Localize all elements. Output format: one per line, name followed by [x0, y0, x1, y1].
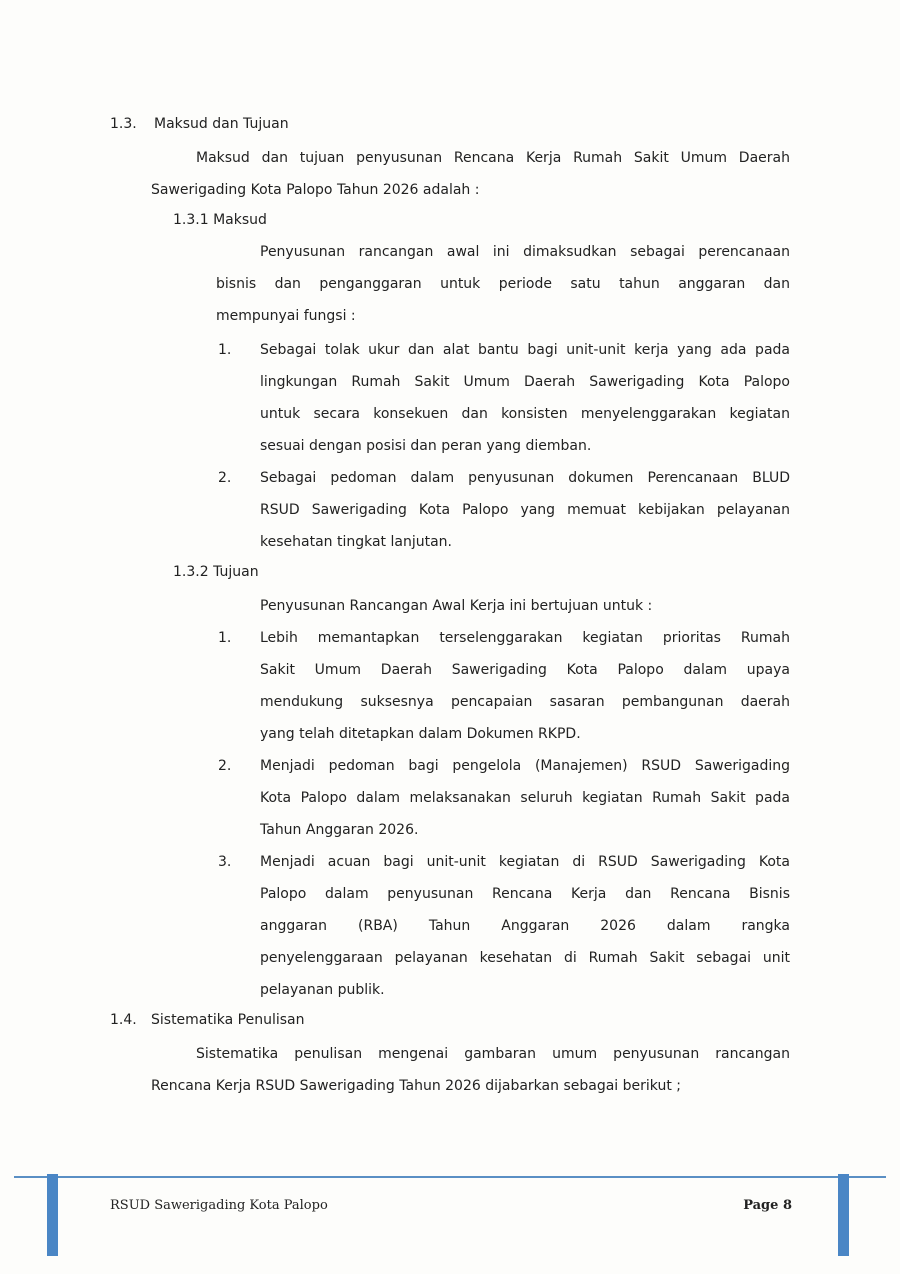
tujuan-item-line: Palopo dalam penyusunan Rencana Kerja dan Rencana Bisnis — [260, 886, 790, 902]
tujuan-item-line: Sakit Umum Daerah Sawerigading Kota Palopo dalam upaya — [260, 662, 790, 678]
maksud-item-line: kesehatan tingkat lanjutan. — [260, 534, 452, 550]
footer-right-accent-bar — [838, 1174, 849, 1256]
maksud-item-line: Sebagai tolak ukur dan alat bantu bagi unit-unit kerja yang ada pada — [260, 342, 790, 358]
tujuan-item-line: Kota Palopo dalam melaksanakan seluruh kegiatan Rumah Sakit pada — [260, 790, 790, 806]
maksud-item-number: 1. — [218, 342, 232, 358]
footer-divider — [14, 1176, 886, 1178]
tujuan-item-number: 3. — [218, 854, 232, 870]
tujuan-item-line: anggaran (RBA) Tahun Anggaran 2026 dalam rangka — [260, 918, 790, 934]
tujuan-item-line: yang telah ditetapkan dalam Dokumen RKPD. — [260, 726, 581, 742]
maksud-paragraph-line: bisnis dan penganggaran untuk periode satu tahun anggaran dan — [216, 276, 790, 292]
tujuan-item-line: penyelenggaraan pelayanan kesehatan di Rumah Sakit sebagai unit — [260, 950, 790, 966]
maksud-item-line: untuk secara konsekuen dan konsisten menyelenggarakan kegiatan — [260, 406, 790, 422]
maksud-item-number: 2. — [218, 470, 232, 486]
section-1-4-line: Rencana Kerja RSUD Sawerigading Tahun 2026 dijabarkan sebagai berikut ; — [151, 1078, 681, 1094]
footer-left-accent-bar — [47, 1174, 58, 1256]
tujuan-item-number: 2. — [218, 758, 232, 774]
tujuan-item-number: 1. — [218, 630, 232, 646]
footer-organization: RSUD Sawerigading Kota Palopo — [110, 1198, 328, 1213]
tujuan-item-line: Tahun Anggaran 2026. — [260, 822, 419, 838]
section-1-4-title: Sistematika Penulisan — [151, 1012, 305, 1028]
tujuan-item-line: Menjadi pedoman bagi pengelola (Manajemen) RSUD Sawerigading — [260, 758, 790, 774]
maksud-item-line: Sebagai pedoman dalam penyusunan dokumen Perencanaan BLUD — [260, 470, 790, 486]
maksud-item-line: lingkungan Rumah Sakit Umum Daerah Sawerigading Kota Palopo — [260, 374, 790, 390]
footer-page-number: Page 8 — [743, 1198, 792, 1213]
section-1-4-number: 1.4. — [110, 1012, 137, 1028]
tujuan-paragraph-line: Penyusunan Rancangan Awal Kerja ini bertujuan untuk : — [260, 598, 653, 614]
tujuan-item-line: Lebih memantapkan terselenggarakan kegiatan prioritas Rumah — [260, 630, 790, 646]
maksud-item-line: sesuai dengan posisi dan peran yang diemban. — [260, 438, 592, 454]
maksud-paragraph-line: Penyusunan rancangan awal ini dimaksudkan sebagai perencanaan — [260, 244, 790, 260]
section-1-3-intro-line: Sawerigading Kota Palopo Tahun 2026 adalah : — [151, 182, 480, 198]
section-1-3-intro-line: Maksud dan tujuan penyusunan Rencana Kerja Rumah Sakit Umum Daerah — [196, 150, 790, 166]
tujuan-item-line: pelayanan publik. — [260, 982, 385, 998]
tujuan-item-line: Menjadi acuan bagi unit-unit kegiatan di RSUD Sawerigading Kota — [260, 854, 790, 870]
section-1-3-number: 1.3. — [110, 116, 137, 132]
maksud-paragraph-line: mempunyai fungsi : — [216, 308, 356, 324]
section-1-3-title: Maksud dan Tujuan — [154, 116, 289, 132]
subsection-1-3-2-heading: 1.3.2 Tujuan — [173, 564, 259, 580]
subsection-1-3-1-heading: 1.3.1 Maksud — [173, 212, 267, 228]
maksud-item-line: RSUD Sawerigading Kota Palopo yang memuat kebijakan pelayanan — [260, 502, 790, 518]
section-1-4-line: Sistematika penulisan mengenai gambaran umum penyusunan rancangan — [196, 1046, 790, 1062]
tujuan-item-line: mendukung suksesnya pencapaian sasaran pembangunan daerah — [260, 694, 790, 710]
